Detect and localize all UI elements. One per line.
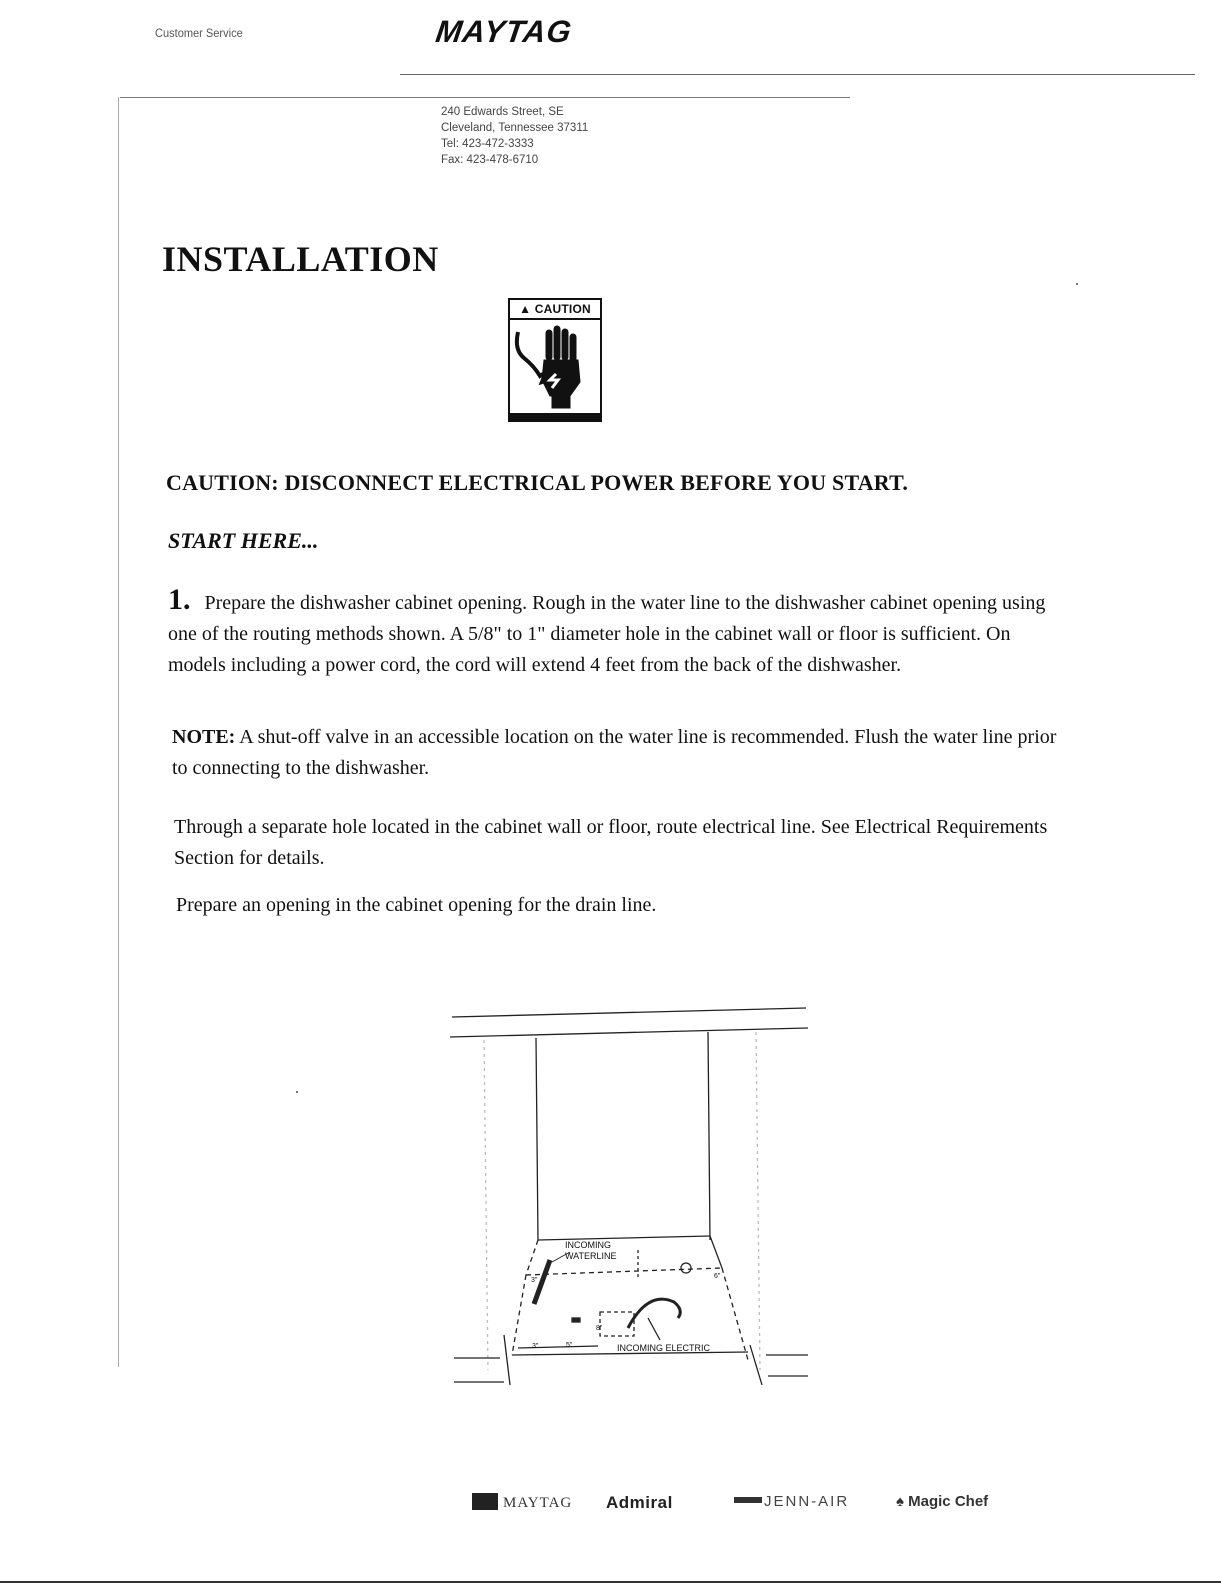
company-address (441, 104, 588, 168)
brand-admiral: Admiral (606, 1493, 673, 1512)
brand-jennair-text: JENN-AIR (764, 1493, 850, 1510)
waterline-label-1: INCOMING (565, 1240, 611, 1250)
dim-label-c: 3" (531, 1277, 538, 1284)
electrical-route-paragraph: Through a separate hole located in the cabinet wall or floor, route electrical line. See Electrical Requirements Section for details. (174, 816, 1048, 869)
step-1-text: Prepare the dishwasher cabinet opening. Rough in the water line to the dishwasher cabinet opening using one of the routing methods shown. A 5/8" to 1" diameter hole in the cabinet wall or floor is sufficient. On models including a power cord, the cord will extend 4 feet from the back of the dishwasher. (168, 592, 1046, 676)
step-number: 1. (168, 583, 191, 616)
dim-label-e: 8" (596, 1325, 603, 1332)
header-rule (400, 74, 1195, 75)
warning-triangle-icon: ▲ (519, 302, 532, 316)
waterline-label-2: WATERLINE (565, 1251, 617, 1261)
page-title: INSTALLATION (162, 239, 439, 279)
brand-magic-chef (896, 1493, 988, 1510)
brand-magic-chef-text: Magic Chef (908, 1493, 989, 1510)
bottom-rule (0, 1581, 1221, 1583)
brand-maytag-text: MAYTAG (503, 1495, 573, 1511)
caution-label-footer (510, 413, 600, 420)
section-rule (120, 97, 850, 98)
maytag-logo: MAYTAG (433, 14, 575, 49)
caution-statement: CAUTION: DISCONNECT ELECTRICAL POWER BEFORE YOU START. (166, 470, 909, 495)
scan-speck (296, 1091, 298, 1093)
cabinet-opening-diagram (448, 1000, 813, 1390)
countertop-bottom-edge (450, 1028, 808, 1037)
customer-service-label: Customer Service (155, 26, 243, 40)
brand-jennair (734, 1493, 849, 1510)
dim-label-d: 6" (714, 1273, 721, 1280)
drain-opening-paragraph: Prepare an opening in the cabinet opening for the drain line. (176, 894, 657, 916)
shock-hazard-hand-icon (510, 320, 600, 413)
note-paragraph (172, 722, 1062, 784)
scan-speck (1076, 283, 1078, 285)
caution-label-header (510, 300, 600, 320)
countertop-top-edge (452, 1008, 806, 1017)
chef-hat-icon: ♠ (896, 1493, 909, 1510)
caution-label-text: CAUTION (534, 302, 591, 316)
address-fax: Fax: 423-478-6710 (441, 154, 539, 166)
note-label: NOTE: (172, 726, 236, 748)
address-city: Cleveland, Tennessee 37311 (441, 122, 589, 134)
electric-cable (628, 1299, 680, 1328)
dim-label-b: 5" (566, 1342, 573, 1349)
address-tel: Tel: 423-472-3333 (441, 138, 534, 150)
electric-label: INCOMING ELECTRIC (617, 1343, 711, 1353)
address-street: 240 Edwards Street, SE (441, 106, 564, 118)
jennair-bar-icon (734, 1497, 762, 1503)
dim-label-a: 3" (532, 1343, 539, 1350)
brand-maytag (472, 1493, 572, 1512)
brand-footer (472, 1493, 1032, 1523)
opening-left-wall (536, 1038, 538, 1240)
note-text: A shut-off valve in an accessible location on the water line is recommended. Flush the water line prior to connecting to the dishwasher. (172, 726, 1057, 779)
floor-edge-left (504, 1335, 510, 1385)
maytag-m-icon (472, 1493, 498, 1510)
step-1-paragraph (168, 584, 1068, 681)
start-here-heading: START HERE... (168, 528, 319, 553)
left-margin-line (118, 97, 119, 1367)
caution-label (508, 298, 602, 422)
